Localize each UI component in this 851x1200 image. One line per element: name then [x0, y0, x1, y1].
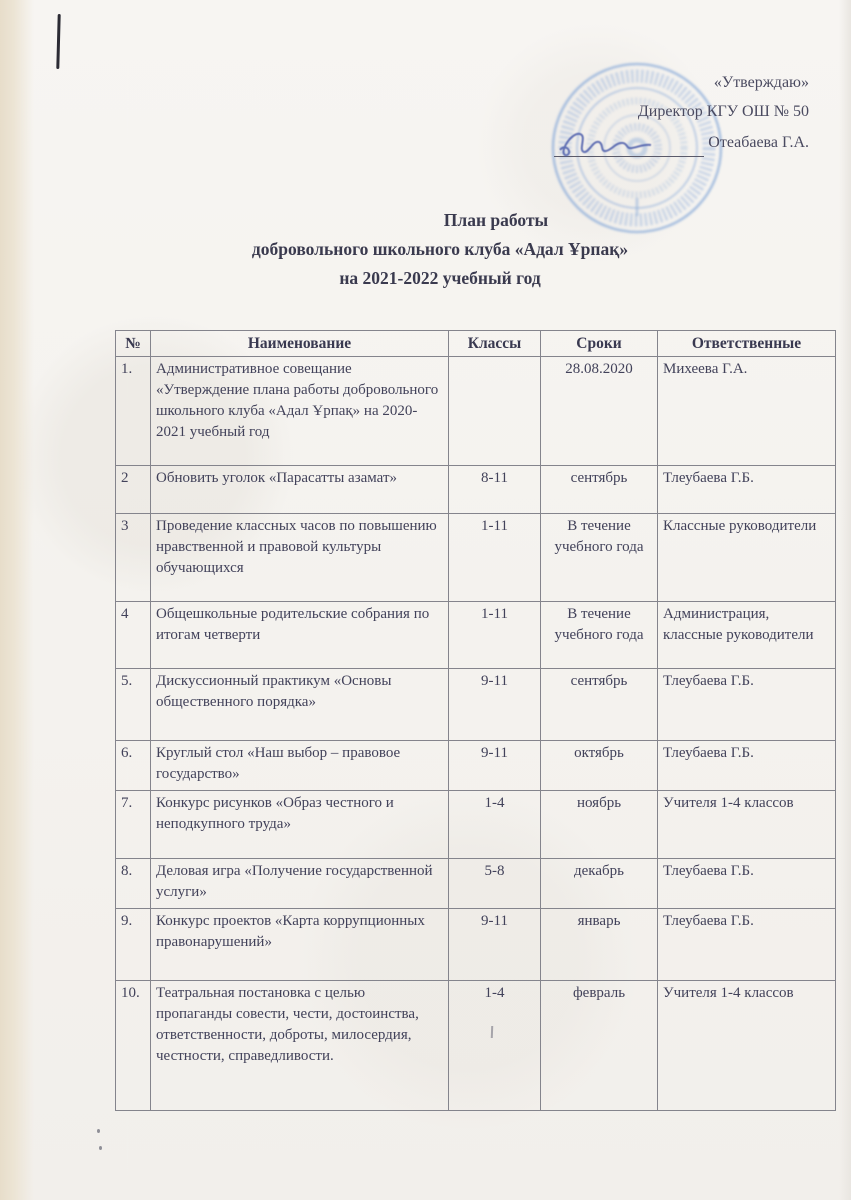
cell-classes: 9-11 [449, 909, 541, 981]
cell-num: 8. [116, 859, 151, 909]
work-plan-table [115, 330, 836, 1111]
cell-name: Проведение классных часов по повышению нравственной и правовой культуры обучающихся [151, 514, 449, 602]
cell-dates: сентябрь [541, 669, 658, 741]
cell-resp: Тлеубаева Г.Б. [658, 741, 836, 791]
col-header-classes: Классы [449, 331, 541, 357]
cell-dates: октябрь [541, 741, 658, 791]
cell-resp: Тлеубаева Г.Б. [658, 669, 836, 741]
table-row [116, 909, 836, 981]
title-line-1: План работы [443, 210, 549, 230]
cell-name: Конкурс проектов «Карта коррупционных правонарушений» [151, 909, 449, 981]
cell-dates: январь [541, 909, 658, 981]
approval-line-director: Директор КГУ ОШ № 50 [637, 103, 809, 120]
signature-row [469, 126, 809, 157]
cell-resp: Михеева Г.А. [658, 357, 836, 466]
cell-num: 4 [116, 602, 151, 669]
cell-name: Театральная постановка с целью пропаганды совести, чести, достоинства, ответственности, доброты, милосердия, честности, справедливости. [151, 981, 449, 1111]
cell-classes: 1-4 [449, 791, 541, 859]
pen-stroke-artifact [56, 14, 60, 69]
signature-scribble-icon [554, 122, 704, 162]
col-header-dates: Сроки [541, 331, 658, 357]
cell-num: 10. [116, 981, 151, 1111]
cell-name: Деловая игра «Получение государственной услуги» [151, 859, 449, 909]
table-header-row [116, 331, 836, 357]
signature-line [554, 126, 704, 157]
table-row [116, 602, 836, 669]
scan-edge-left [0, 0, 34, 1200]
cell-dates: февраль [541, 981, 658, 1111]
cell-classes: 9-11 [449, 741, 541, 791]
cell-num: 2 [116, 466, 151, 514]
scan-dot-artifact [97, 1129, 100, 1133]
cell-resp: Учителя 1-4 классов [658, 791, 836, 859]
scan-dot-artifact [99, 1146, 102, 1150]
cell-resp: Администрация, классные руководители [658, 602, 836, 669]
cell-name: Обновить уголок «Парасатты азамат» [151, 466, 449, 514]
table-row [116, 859, 836, 909]
cell-dates: декабрь [541, 859, 658, 909]
cell-dates: сентябрь [541, 466, 658, 514]
approval-block [469, 68, 809, 157]
cell-classes: 5-8 [449, 859, 541, 909]
cell-name: Дискуссионный практикум «Основы общественного порядка» [151, 669, 449, 741]
cell-classes [449, 357, 541, 466]
cell-num: 5. [116, 669, 151, 741]
document-title [40, 206, 840, 293]
cell-classes: 1-11 [449, 602, 541, 669]
cell-num: 1. [116, 357, 151, 466]
table-row [116, 669, 836, 741]
cell-name: Административное совещание «Утверждение плана работы добровольного школьного клуба «Адал Ұрпақ» на 2020-2021 учебный год [151, 357, 449, 466]
signatory-name: Отеабаева Г.А. [708, 134, 809, 151]
cell-dates: ноябрь [541, 791, 658, 859]
cell-classes: 9-11 [449, 669, 541, 741]
cell-resp: Тлеубаева Г.Б. [658, 909, 836, 981]
cell-num: 3 [116, 514, 151, 602]
cell-num: 6. [116, 741, 151, 791]
table-row [116, 466, 836, 514]
cell-dates: 28.08.2020 [541, 357, 658, 466]
cell-dates: В течение учебного года [541, 602, 658, 669]
cell-classes: 1-4 [449, 981, 541, 1111]
cell-classes: 1-11 [449, 514, 541, 602]
table-row [116, 741, 836, 791]
cell-name: Круглый стол «Наш выбор – правовое государство» [151, 741, 449, 791]
cell-resp: Тлеубаева Г.Б. [658, 466, 836, 514]
cell-resp: Учителя 1-4 классов [658, 981, 836, 1111]
cell-classes: 8-11 [449, 466, 541, 514]
cell-dates: В течение учебного года [541, 514, 658, 602]
title-line-3: на 2021-2022 учебный год [339, 268, 541, 288]
cell-resp: Классные руководители [658, 514, 836, 602]
cell-num: 7. [116, 791, 151, 859]
cell-name: Конкурс рисунков «Образ честного и неподкупного труда» [151, 791, 449, 859]
table-row [116, 791, 836, 859]
table-row [116, 514, 836, 602]
col-header-resp: Ответственные [658, 331, 836, 357]
col-header-num: № [116, 331, 151, 357]
cell-name: Общешкольные родительские собрания по итогам четверти [151, 602, 449, 669]
cell-resp: Тлеубаева Г.Б. [658, 859, 836, 909]
approval-line-utverzhdayu: «Утверждаю» [713, 74, 809, 91]
scan-edge-right [839, 0, 851, 1200]
title-line-2: добровольного школьного клуба «Адал Ұрпақ» [251, 239, 629, 259]
cell-num: 9. [116, 909, 151, 981]
table-row [116, 357, 836, 466]
col-header-name: Наименование [151, 331, 449, 357]
table-row [116, 981, 836, 1111]
